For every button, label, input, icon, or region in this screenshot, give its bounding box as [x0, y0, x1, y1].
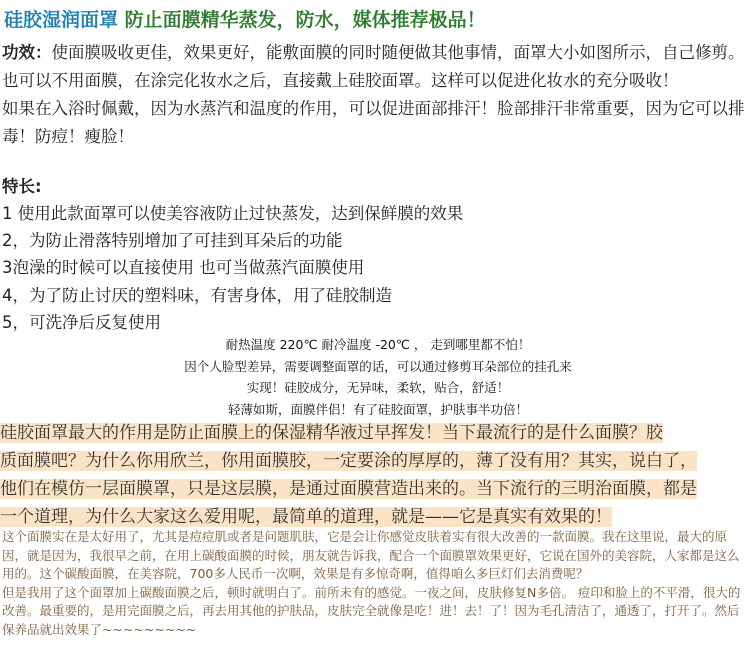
highlight-block — [0, 419, 752, 531]
effect-text: 使面膜吸收更佳，效果更好，能敷面膜的同时随便做其他事情，面罩大小如图所示，自己修剪。 — [51, 43, 745, 62]
highlight-text: 质面膜吧？为什么你用欣兰，你用面膜胶，一定要涂的厚厚的，薄了没有用？其实，说白了， — [0, 451, 697, 471]
intro-paragraph-2: 也可以不用面膜，在涂完化妆水之后，直接戴上硅胶面罩。这样可以促进化妆水的充分吸收！ — [2, 71, 679, 90]
features-list — [2, 200, 748, 336]
highlight-line — [0, 447, 752, 475]
specs-block — [0, 334, 756, 420]
intro-section — [2, 39, 748, 151]
feature-item: 1 使用此款面罩可以使美容液防止过快蒸发，达到保鲜膜的效果 — [2, 204, 464, 223]
review-paragraph-2: 但是我用了这个面罩加上碳酸面膜之后，顿时就明白了。前所未有的感觉。一夜之间，皮肤修复N多倍。 痘印和脸上的不平滑，很大的改善。最重要的，是用完面膜之后，再去用其他的护肤品，皮肤完全就像是吃！进！去！了！因为毛孔清洁了，通透了，打开了。然后保养品就出效果了~~~~~~~~~ — [2, 584, 741, 637]
highlight-line — [0, 475, 752, 503]
title-product-name: 硅胶湿润面罩 — [4, 9, 119, 31]
spec-line: 实现！硅胶成分，无异味，柔软，贴合，舒适！ — [246, 380, 510, 395]
features-heading: 特长: — [2, 177, 42, 196]
page-title — [4, 7, 754, 33]
spec-line: 耐热温度 220℃ 耐冷温度 -20℃ ， 走到哪里都不怕！ — [225, 337, 531, 352]
feature-item: 3泡澡的时候可以直接使用 也可当做蒸汽面膜使用 — [2, 258, 365, 278]
highlight-line — [0, 503, 752, 531]
feature-item: 5，可洗净后反复使用 — [2, 312, 161, 332]
highlight-line — [0, 419, 752, 447]
highlight-text: 他们在模仿一层面膜罩，只是这层膜，是通过面膜营造出来的。当下流行的三明治面膜，都是 — [0, 479, 697, 499]
review-block — [2, 528, 750, 640]
title-slogan: 防止面膜精华蒸发，防水，媒体推荐极品！ — [124, 9, 486, 31]
highlight-text: 硅胶面罩最大的作用是防止面膜上的保湿精华液过早挥发！当下最流行的是什么面膜？胶 — [0, 423, 663, 443]
intro-paragraph-3: 如果在入浴时佩戴，因为水蒸汽和温度的作用，可以促进面部排汗！脸部排汗非常重要，因为它可以排毒！防痘！瘦脸！ — [2, 99, 745, 146]
feature-item: 2，为防止滑落特别增加了可挂到耳朵后的功能 — [2, 231, 343, 251]
effect-label: 功效： — [2, 43, 52, 62]
spec-line: 因个人脸型差异，需要调整面罩的话，可以通过修剪耳朵部位的挂孔来 — [184, 358, 572, 374]
review-paragraph-1: 这个面膜实在是太好用了，尤其是痘痘肌或者是问题肌肤，它是会让你感觉皮肤着实有很大改善的一款面膜。我在这里说，最大的原因，就是因为，我很早之前，在用上碳酸面膜的时候，朋友就告诉我，配合一个面膜罩效果更好，它说在国外的美容院，人家都是这么用的。这个碳酸面膜，在美容院，700多人民币一次啊，效果是有多惊奇啊，值得咱么多巨灯们去消费呢？ — [2, 529, 740, 582]
feature-item: 4，为了防止讨厌的塑料味，有害身体，用了硅胶制造 — [2, 285, 392, 305]
effect-paragraph — [2, 39, 748, 67]
spec-line: 轻薄如斯，面膜伴侣！有了硅胶面罩，护肤事半功倍！ — [227, 401, 528, 417]
highlight-text: 一个道理，为什么大家这么爱用呢，最简单的道理，就是——它是真实有效果的！ — [0, 507, 612, 527]
